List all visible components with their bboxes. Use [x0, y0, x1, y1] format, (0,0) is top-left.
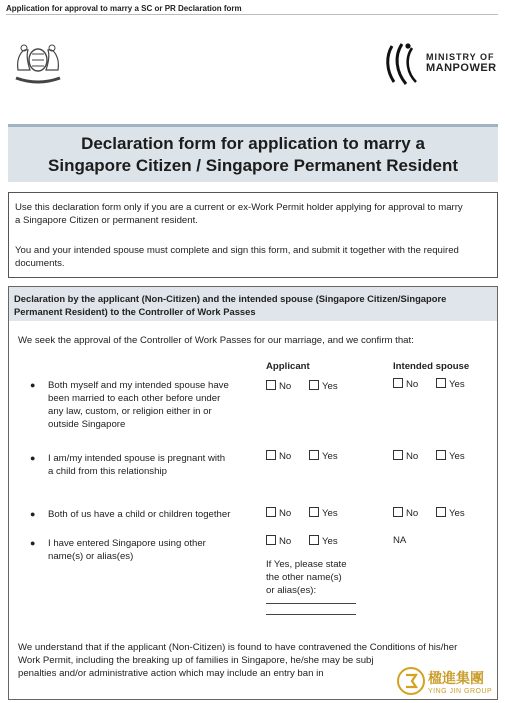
q1-applicant-yes[interactable] [309, 380, 338, 392]
q3-spouse-no[interactable] [393, 507, 418, 519]
q2-spouse-yes-label: Yes [449, 451, 465, 462]
intro-p1-line-1: Use this declaration form only if you are a current or ex-Work Permit holder applying for approval to marry [15, 202, 463, 213]
checkbox-icon[interactable] [393, 450, 403, 460]
q4-line-2: name(s) or alias(es) [48, 551, 134, 562]
checkbox-icon[interactable] [309, 380, 319, 390]
question-2 [48, 452, 225, 478]
q2-line-2: a child from this relationship [48, 466, 167, 477]
q3-spouse-yes-label: Yes [449, 508, 465, 519]
intro-p2-line-2: documents. [15, 258, 65, 269]
checkbox-icon[interactable] [309, 507, 319, 517]
bullet-icon: ● [30, 509, 36, 519]
declaration-heading-line-2: Permanent Resident) to the Controller of Work Passes [14, 306, 256, 317]
q4-line-1: I have entered Singapore using other [48, 538, 206, 549]
q4-applicant-no[interactable] [266, 535, 291, 547]
q3-applicant-yes-label: Yes [322, 508, 338, 519]
footer-line-1: We understand that if the applicant (Non-Citizen) is found to have contravened the Conditions of his/her [18, 642, 458, 653]
q1-spouse-yes[interactable] [436, 378, 465, 390]
ministry-line-1: MINISTRY OF [426, 52, 495, 62]
declaration-lead: We seek the approval of the Controller of Work Passes for our marriage, and we confirm that: [18, 335, 414, 346]
footer-line-3: penalties and/or administrative action which may include an entry ban in [18, 668, 324, 679]
footer-line-2: Work Permit, including the breaking up of families in Singapore, he/she may be subj [18, 655, 374, 666]
q4-applicant-no-label: No [279, 536, 292, 547]
alias-entry-line-1[interactable] [266, 603, 356, 604]
title-line-1: Declaration form for application to marry a [81, 134, 425, 153]
intro-paragraph-2 [15, 244, 459, 270]
question-3 [48, 508, 230, 521]
q3-line-1: Both of us have a child or children together [48, 509, 231, 520]
q1-applicant-no[interactable] [266, 380, 291, 392]
q2-spouse-no[interactable] [393, 450, 418, 462]
form-header-title: Application for approval to marry a SC or PR Declaration form [6, 4, 242, 13]
q2-applicant-no-label: No [279, 451, 292, 462]
q1-spouse-yes-label: Yes [449, 379, 465, 390]
alias-line-3: or alias(es): [266, 585, 317, 596]
header-rule [6, 14, 498, 15]
q1-line-2: been married to each other before under [48, 393, 221, 404]
checkbox-icon[interactable] [309, 535, 319, 545]
checkbox-icon[interactable] [266, 450, 276, 460]
alias-line-1: If Yes, please state [266, 559, 347, 570]
q3-applicant-no-label: No [279, 508, 292, 519]
intro-p2-line-1: You and your intended spouse must complete and sign this form, and submit it together with the required [15, 245, 459, 256]
checkbox-icon[interactable] [436, 507, 446, 517]
declaration-heading [14, 292, 494, 318]
q3-applicant-yes[interactable] [309, 507, 338, 519]
ministry-line-2: MANPOWER [426, 62, 497, 74]
q3-spouse-no-label: No [406, 508, 419, 519]
q2-applicant-no[interactable] [266, 450, 291, 462]
q4-spouse-na: NA [393, 535, 407, 546]
q1-line-1: Both myself and my intended spouse have [48, 380, 229, 391]
q1-applicant-yes-label: Yes [322, 381, 338, 392]
question-4 [48, 537, 206, 563]
q4-applicant-yes[interactable] [309, 535, 338, 547]
bullet-icon: ● [30, 380, 36, 390]
q2-spouse-no-label: No [406, 451, 419, 462]
bullet-icon: ● [30, 538, 36, 548]
singapore-crest-icon [10, 40, 66, 88]
alias-instructions [266, 558, 347, 597]
q1-line-4: outside Singapore [48, 419, 126, 430]
watermark-en: YING JIN GROUP [428, 688, 493, 695]
q1-applicant-no-label: No [279, 381, 292, 392]
q2-line-1: I am/my intended spouse is pregnant with [48, 453, 226, 464]
q3-applicant-no[interactable] [266, 507, 291, 519]
checkbox-icon[interactable] [393, 378, 403, 388]
column-header-intended-spouse: Intended spouse [393, 361, 470, 372]
question-1 [48, 379, 229, 431]
page-title [8, 133, 498, 177]
q1-spouse-no[interactable] [393, 378, 418, 390]
q4-applicant-yes-label: Yes [322, 536, 338, 547]
declaration-heading-line-1: Declaration by the applicant (Non-Citizen) and the intended spouse (Singapore Citizen/Singapore [14, 293, 447, 304]
checkbox-icon[interactable] [266, 507, 276, 517]
watermark [370, 664, 504, 700]
q2-applicant-yes-label: Yes [322, 451, 338, 462]
q1-spouse-no-label: No [406, 379, 419, 390]
q2-applicant-yes[interactable] [309, 450, 338, 462]
column-header-applicant: Applicant [266, 361, 310, 372]
checkbox-icon[interactable] [266, 535, 276, 545]
q2-spouse-yes[interactable] [436, 450, 465, 462]
alias-entry-line-2[interactable] [266, 614, 356, 615]
intro-p1-line-2: a Singapore Citizen or permanent resident. [15, 215, 198, 226]
checkbox-icon[interactable] [436, 450, 446, 460]
declaration-box [8, 286, 498, 700]
intro-paragraph-1 [15, 201, 463, 227]
checkbox-icon[interactable] [436, 378, 446, 388]
checkbox-icon[interactable] [309, 450, 319, 460]
q3-spouse-yes[interactable] [436, 507, 465, 519]
ying-jin-logo-icon [396, 666, 426, 696]
checkbox-icon[interactable] [266, 380, 276, 390]
q1-line-3: any law, custom, or religion either in or [48, 406, 212, 417]
bullet-icon: ● [30, 453, 36, 463]
checkbox-icon[interactable] [393, 507, 403, 517]
title-line-2: Singapore Citizen / Singapore Permanent Resident [48, 156, 458, 175]
watermark-cn: 楹進集團 [428, 668, 484, 688]
alias-line-2: the other name(s) [266, 572, 342, 583]
ministry-name [426, 52, 497, 74]
